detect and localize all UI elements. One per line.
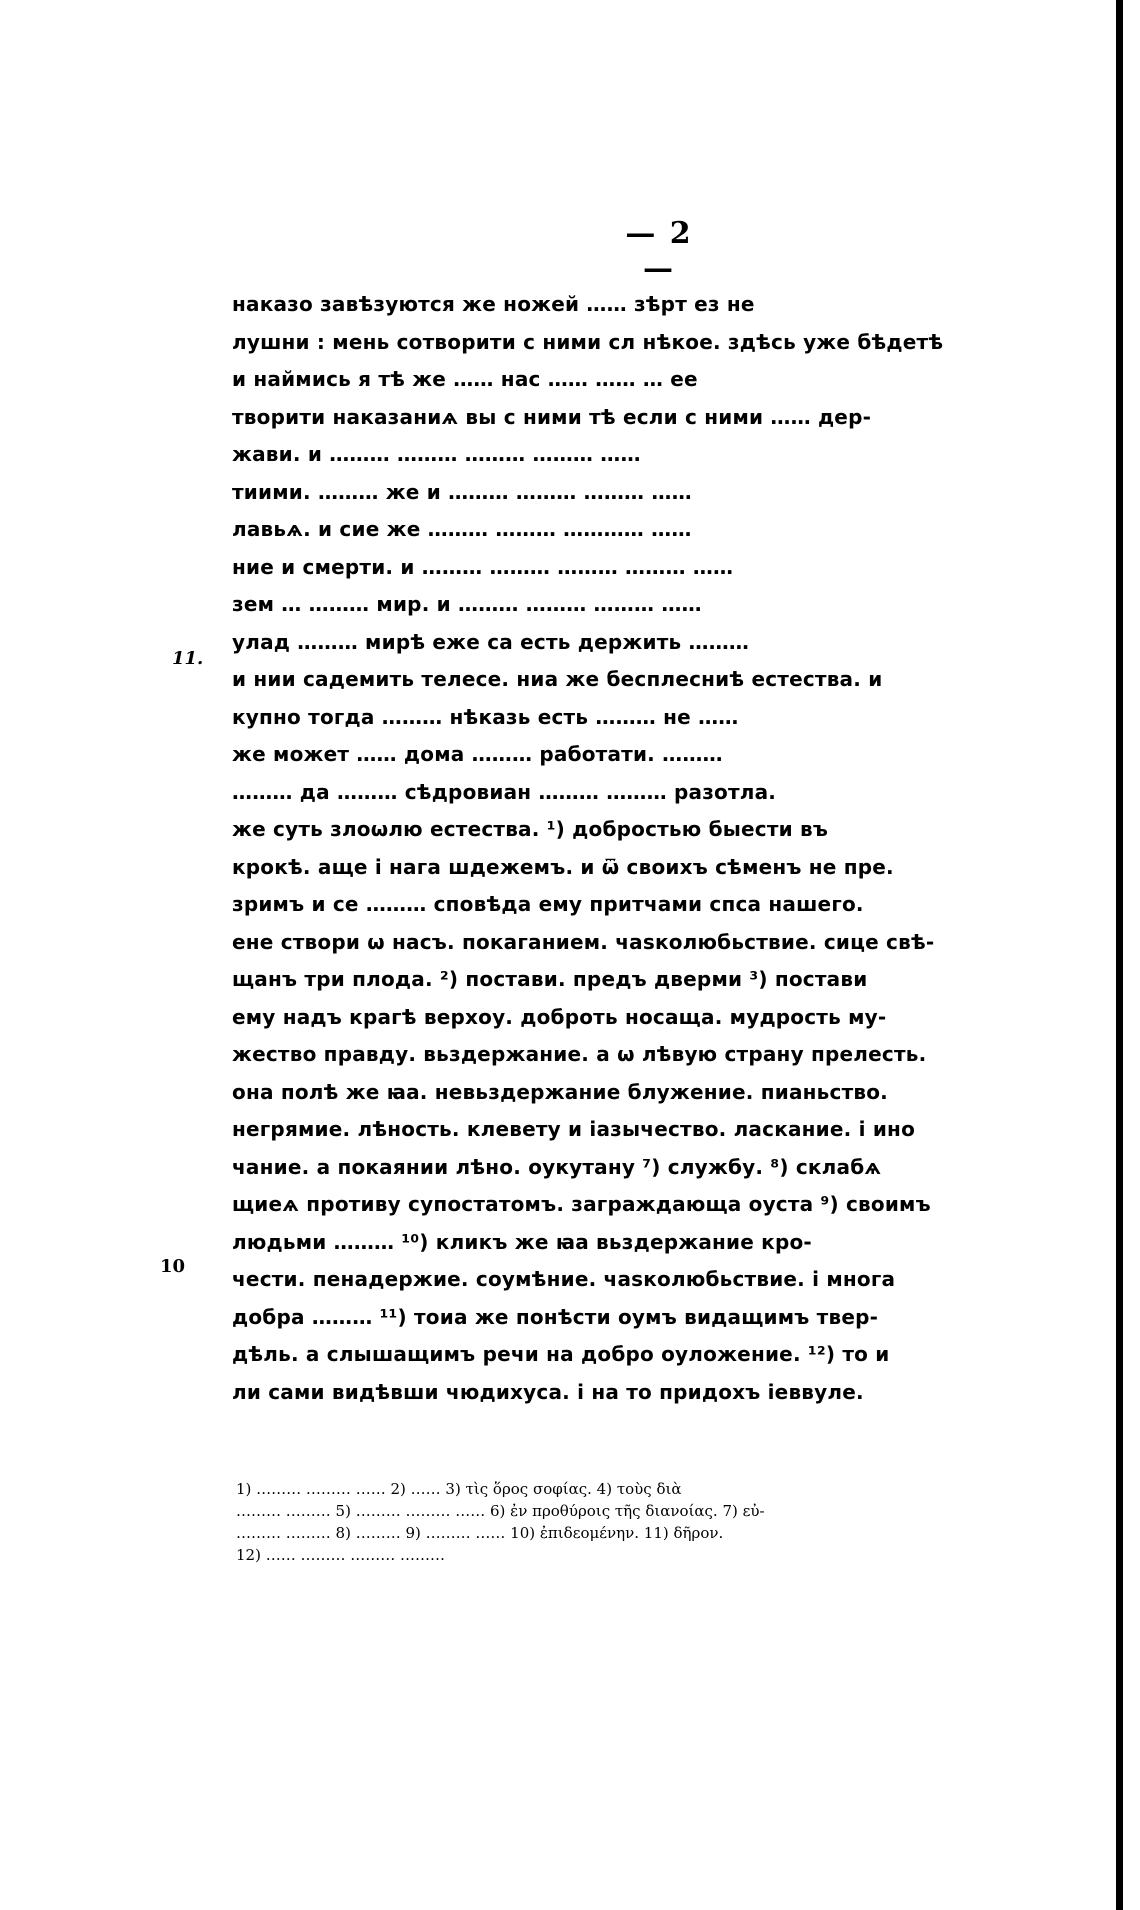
text-line: она полѣ же ꙗа. невьздержание блужение. пианьство. — [232, 1079, 888, 1104]
text-line: зримъ и се ……… сповѣда ему притчами спса нашего. — [232, 892, 864, 916]
text-line: ……… да ……… сѣдровиан ……… ……… разотла. — [232, 779, 777, 804]
page-edge-border — [1116, 0, 1123, 1910]
body-text — [232, 286, 1032, 1411]
text-line: ему надъ крагѣ верхоу. доброть носаща. мудрость му- — [232, 1004, 887, 1029]
text-line: лушни : мень сотворити с ними сл нѣкое. здѣсь уже бѣдетѣ — [232, 329, 944, 354]
text-line: жави. и ……… ……… ……… ……… …… — [232, 442, 641, 466]
text-line: тиими. ……… же и ……… ……… ……… …… — [232, 479, 692, 504]
text-line: наказо завѣзуются же ножей …… зѣрт ез не — [232, 292, 755, 316]
text-line: добра ……… ¹¹) тоиа же понѣсти оумъ видащимъ твер- — [232, 1304, 879, 1329]
text-line: купно тогда ……… нѣказь есть ……… не …… — [232, 704, 739, 729]
text-line: зем … ……… мир. и ……… ……… ……… …… — [232, 592, 702, 616]
text-line: творити наказаниѧ вы с ними тѣ если с ними …… дер- — [232, 404, 872, 429]
text-line: ли сами видѣвши чюдихуса. і на то придохъ іеввуле. — [232, 1379, 864, 1404]
text-line: же суть злоѡлю естества. ¹) добростью быести въ — [232, 817, 829, 841]
text-line: чание. а покаянии лѣно. оукутану ⁷) службу. ⁸) склабѧ — [232, 1154, 882, 1179]
text-line: ене створи ѡ насъ. покаганием. чаѕколюбьствие. сице свѣ- — [232, 929, 935, 954]
text-line: щанъ три плода. ²) постави. предъ дверми ³) постави — [232, 967, 868, 991]
margin-note: 10 — [160, 1256, 186, 1277]
text-line: ние и смерти. и ……… ……… ……… ……… …… — [232, 554, 734, 579]
text-line: и нии садемить телесе. ниа же бесплесниѣ естества. и — [232, 667, 883, 691]
text-line: же может …… дома ……… работати. ……… — [232, 742, 723, 766]
text-line: дѣль. а слышащимъ речи на добро оуложение. ¹²) то и — [232, 1342, 890, 1366]
text-line: улад ……… мирѣ еже са есть держить ……… — [232, 629, 750, 654]
margin-note: 11. — [172, 648, 204, 669]
footnotes — [236, 1478, 1016, 1566]
text-line: лавьѧ. и сие же ……… ……… ………… …… — [232, 517, 692, 541]
text-line: чести. пенадержие. соумѣние. чаѕколюбьствие. і многа — [232, 1267, 896, 1291]
text-line: щиеѧ противу супостатомъ. заграждающа оуста ⁹) своимъ — [232, 1192, 931, 1216]
text-line: людьми ……… ¹⁰) кликъ же ꙗа вьздержание кро- — [232, 1229, 812, 1254]
text-line: негрямие. лѣность. клевету и іазычество. ласкание. і ино — [232, 1117, 916, 1141]
text-line: жество правду. вьздержание. а ѡ лѣвую страну прелесть. — [232, 1042, 927, 1066]
text-line: крокѣ. аще і нага шдежемъ. и ѿ своихъ сѣменъ не пре. — [232, 854, 894, 879]
text-line: и наймись я тѣ же …… нас …… …… … ее — [232, 367, 698, 391]
footnote-line: ……… ……… 5) ……… ……… …… 6) ἐν προθύροις τῆς διανοίας. 7) εὐ- — [236, 1502, 765, 1520]
page-number: — 2 — — [625, 216, 693, 286]
footnote-line: 1) ……… ……… …… 2) …… 3) τὶς ὅρος σοφίας. 4) τοὺς διὰ — [236, 1480, 682, 1498]
footnote-line: 12) …… ……… ……… ……… — [236, 1546, 446, 1564]
footnote-line: ……… ……… 8) ……… 9) ……… …… 10) ἐπιδεομένην. 11) δῆρον. — [236, 1524, 724, 1542]
